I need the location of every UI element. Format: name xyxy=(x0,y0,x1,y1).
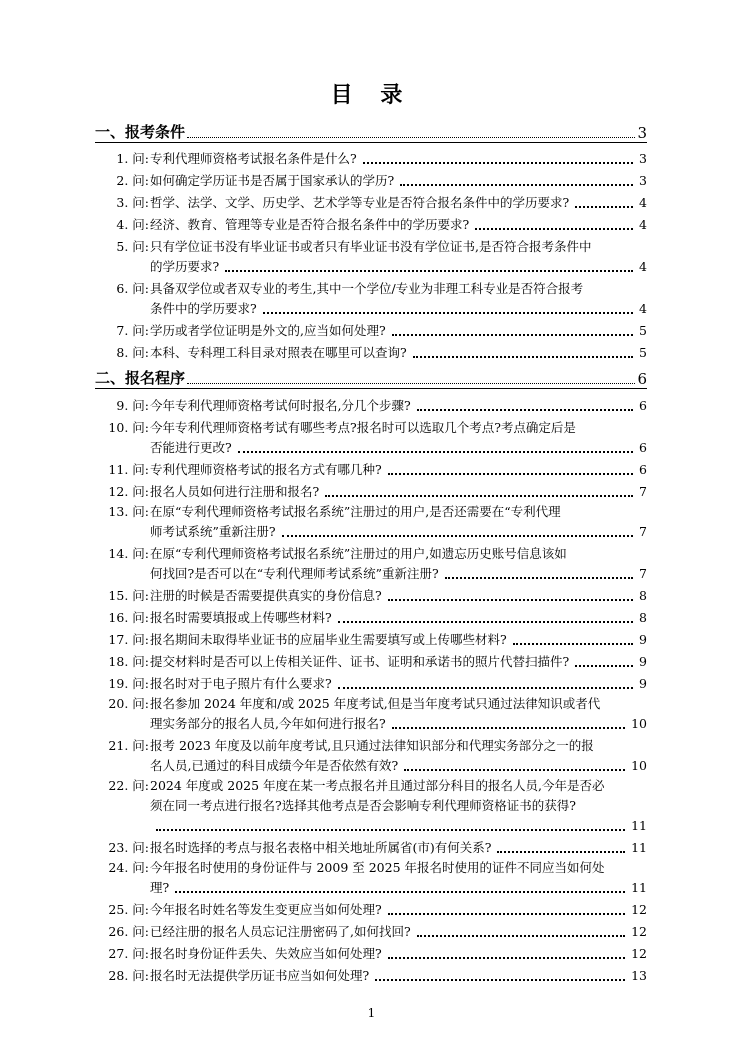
entry-number: 18. 问: xyxy=(108,654,149,669)
entry-number: 2. 问: xyxy=(116,173,149,188)
leader-dots xyxy=(417,409,633,411)
leader-dots xyxy=(388,957,625,959)
entry-text: 已经注册的报名人员忘记注册密码了,如何找回? xyxy=(150,924,411,939)
entry-number: 17. 问: xyxy=(108,632,149,647)
entry-text: 报名时无法提供学历证书应当如何处理? xyxy=(150,968,370,983)
leader-dots xyxy=(392,334,633,336)
entry-page: 6 xyxy=(639,398,647,413)
entry-text: 提交材料时是否可以上传相关证件、证书、证明和承诺书的照片代替扫描件? xyxy=(150,654,570,669)
leader-dots xyxy=(417,935,625,937)
section-divider xyxy=(95,388,647,389)
section-page: 3 xyxy=(637,124,647,142)
entry-page: 7 xyxy=(639,524,647,539)
leader-dots xyxy=(187,383,635,384)
leader-dots xyxy=(156,829,625,831)
entry-text: 具备双学位或者双专业的考生,其中一个学位/专业为非理工科专业是否符合报考 xyxy=(150,281,584,296)
entry-number: 20. 问: xyxy=(108,696,149,711)
entry-number: 4. 问: xyxy=(116,217,149,232)
entry-page: 5 xyxy=(639,323,647,338)
entry-number: 28. 问: xyxy=(108,968,149,983)
entry-page: 4 xyxy=(639,259,647,274)
leader-dots xyxy=(392,727,625,729)
leader-dots xyxy=(175,891,625,893)
entry-text: 在原“专利代理师资格考试报名系统”注册过的用户,是否还需要在“专利代理 xyxy=(150,504,561,519)
entry-page: 7 xyxy=(639,566,647,581)
entry-number: 15. 问: xyxy=(108,588,149,603)
leader-dots xyxy=(282,535,633,537)
entry-page: 3 xyxy=(639,173,647,188)
entry-number: 25. 问: xyxy=(108,902,149,917)
toc-section[interactable] xyxy=(95,120,647,142)
entry-page: 6 xyxy=(639,440,647,455)
entry-text: 师考试系统”重新注册? xyxy=(150,524,276,539)
entry-text: 专利代理师资格考试报名条件是什么? xyxy=(150,151,357,166)
entry-text: 注册的时候是否需要提供真实的身份信息? xyxy=(150,588,382,603)
entry-number: 24. 问: xyxy=(108,860,149,875)
entry-page: 5 xyxy=(639,345,647,360)
entry-text: 报考 2023 年度及以前年度考试,且只通过法律知识部分和代理实务部分之一的报 xyxy=(150,738,594,753)
leader-dots xyxy=(238,451,633,453)
entry-page: 11 xyxy=(631,818,647,833)
section-divider xyxy=(95,142,647,143)
entry-page: 12 xyxy=(631,946,647,961)
entry-page: 8 xyxy=(639,610,647,625)
entry-page: 12 xyxy=(631,924,647,939)
entry-number: 11. 问: xyxy=(108,462,149,477)
entry-text: 经济、教育、管理等专业是否符合报名条件中的学历要求? xyxy=(150,217,470,232)
leader-dots xyxy=(375,979,625,981)
entry-page: 10 xyxy=(631,716,647,731)
entry-text: 何找回?是否可以在“专利代理师考试系统”重新注册? xyxy=(150,566,439,581)
entry-text: 学历或者学位证明是外文的,应当如何处理? xyxy=(150,323,386,338)
entry-text: 条件中的学历要求? xyxy=(150,301,257,316)
leader-dots xyxy=(497,851,625,853)
entry-number: 21. 问: xyxy=(108,738,149,753)
entry-number: 16. 问: xyxy=(108,610,149,625)
entry-number: 14. 问: xyxy=(108,546,149,561)
entry-number: 3. 问: xyxy=(116,195,149,210)
entry-number: 1. 问: xyxy=(116,151,149,166)
entry-page: 12 xyxy=(631,902,647,917)
leader-dots xyxy=(225,270,633,272)
leader-dots xyxy=(575,665,633,667)
entry-text: 理实务部分的报名人员,今年如何进行报名? xyxy=(150,716,386,731)
leader-dots xyxy=(575,206,633,208)
entry-page: 8 xyxy=(639,588,647,603)
leader-dots xyxy=(338,687,633,689)
entry-text: 名人员,已通过的科目成绩今年是否依然有效? xyxy=(150,758,399,773)
entry-text: 今年专利代理师资格考试何时报名,分几个步骤? xyxy=(150,398,411,413)
entry-text: 否能进行更改? xyxy=(150,440,232,455)
entry-number: 8. 问: xyxy=(116,345,149,360)
entry-text: 报名时需要填报或上传哪些材料? xyxy=(150,610,332,625)
entry-number: 12. 问: xyxy=(108,484,149,499)
entry-number: 19. 问: xyxy=(108,676,149,691)
entry-page: 9 xyxy=(639,676,647,691)
leader-dots xyxy=(513,643,633,645)
entry-page: 4 xyxy=(639,217,647,232)
entry-text: 的学历要求? xyxy=(150,259,220,274)
entry-text: 今年报名时使用的身份证件与 2009 至 2025 年报名时使用的证件不同应当如何处 xyxy=(150,860,605,875)
entry-page: 3 xyxy=(639,151,647,166)
section-page: 6 xyxy=(637,370,647,388)
entry-text: 如何确定学历证书是否属于国家承认的学历? xyxy=(150,173,395,188)
entry-page: 4 xyxy=(639,301,647,316)
entry-page: 13 xyxy=(631,968,647,983)
entry-text: 本科、专科理工科目录对照表在哪里可以查询? xyxy=(150,345,407,360)
leader-dots xyxy=(263,312,633,314)
entry-page: 7 xyxy=(639,484,647,499)
leader-dots xyxy=(475,228,633,230)
entry-number: 13. 问: xyxy=(108,504,149,519)
entry-page: 4 xyxy=(639,195,647,210)
entry-number: 7. 问: xyxy=(116,323,149,338)
entry-page: 11 xyxy=(631,880,647,895)
entry-text: 报名时身份证件丢失、失效应当如何处理? xyxy=(150,946,382,961)
leader-dots xyxy=(388,599,633,601)
entry-text: 2024 年度或 2025 年度在某一考点报名并且通过部分科目的报名人员,今年是否必 xyxy=(150,778,605,793)
entry-text: 报名参加 2024 年度和/或 2025 年度考试,但是当年度考试只通过法律知识或者代 xyxy=(150,696,601,711)
entry-number: 5. 问: xyxy=(116,239,149,254)
leader-dots xyxy=(325,495,633,497)
section-label: 二、报名程序 xyxy=(95,369,186,387)
entry-text: 专利代理师资格考试的报名方式有哪几种? xyxy=(150,462,382,477)
entry-number: 9. 问: xyxy=(116,398,149,413)
leader-dots xyxy=(413,356,633,358)
entry-page: 11 xyxy=(631,840,647,855)
page-title: 目 录 xyxy=(330,83,413,108)
entry-number: 6. 问: xyxy=(116,281,149,296)
entry-number: 26. 问: xyxy=(108,924,149,939)
leader-dots xyxy=(363,162,633,164)
entry-text: 今年专利代理师资格考试有哪些考点?报名时可以选取几个考点?考点确定后是 xyxy=(150,420,576,435)
entry-page: 9 xyxy=(639,632,647,647)
entry-text: 报名时对于电子照片有什么要求? xyxy=(150,676,332,691)
entry-text: 今年报名时姓名等发生变更应当如何处理? xyxy=(150,902,382,917)
leader-dots xyxy=(388,473,633,475)
leader-dots xyxy=(338,621,633,623)
entry-number: 23. 问: xyxy=(108,840,149,855)
entry-text: 须在同一考点进行报名?选择其他考点是否会影响专利代理师资格证书的获得? xyxy=(150,798,576,813)
leader-dots xyxy=(404,769,625,771)
entry-text: 报名人员如何进行注册和报名? xyxy=(150,484,320,499)
leader-dots xyxy=(445,577,633,579)
page-number: 1 xyxy=(367,1006,376,1020)
entry-text: 报名时选择的考点与报名表格中相关地址所属省(市)有何关系? xyxy=(150,840,492,855)
entry-page: 10 xyxy=(631,758,647,773)
entry-page: 6 xyxy=(639,462,647,477)
entry-text: 在原“专利代理师资格考试报名系统”注册过的用户,如遗忘历史账号信息该如 xyxy=(150,546,567,561)
leader-dots xyxy=(400,184,633,186)
toc-section[interactable] xyxy=(95,366,647,388)
entry-number: 10. 问: xyxy=(108,420,149,435)
entry-number: 22. 问: xyxy=(108,778,149,793)
entry-text: 只有学位证书没有毕业证书或者只有毕业证书没有学位证书,是否符合报考条件中 xyxy=(150,239,592,254)
entry-page: 9 xyxy=(639,654,647,669)
entry-text: 哲学、法学、文学、历史学、艺术学等专业是否符合报名条件中的学历要求? xyxy=(150,195,570,210)
section-label: 一、报考条件 xyxy=(95,123,186,141)
entry-text: 报名期间未取得毕业证书的应届毕业生需要填写或上传哪些材料? xyxy=(150,632,507,647)
leader-dots xyxy=(388,913,625,915)
entry-number: 27. 问: xyxy=(108,946,149,961)
entry-text: 理? xyxy=(150,880,170,895)
leader-dots xyxy=(187,137,635,138)
